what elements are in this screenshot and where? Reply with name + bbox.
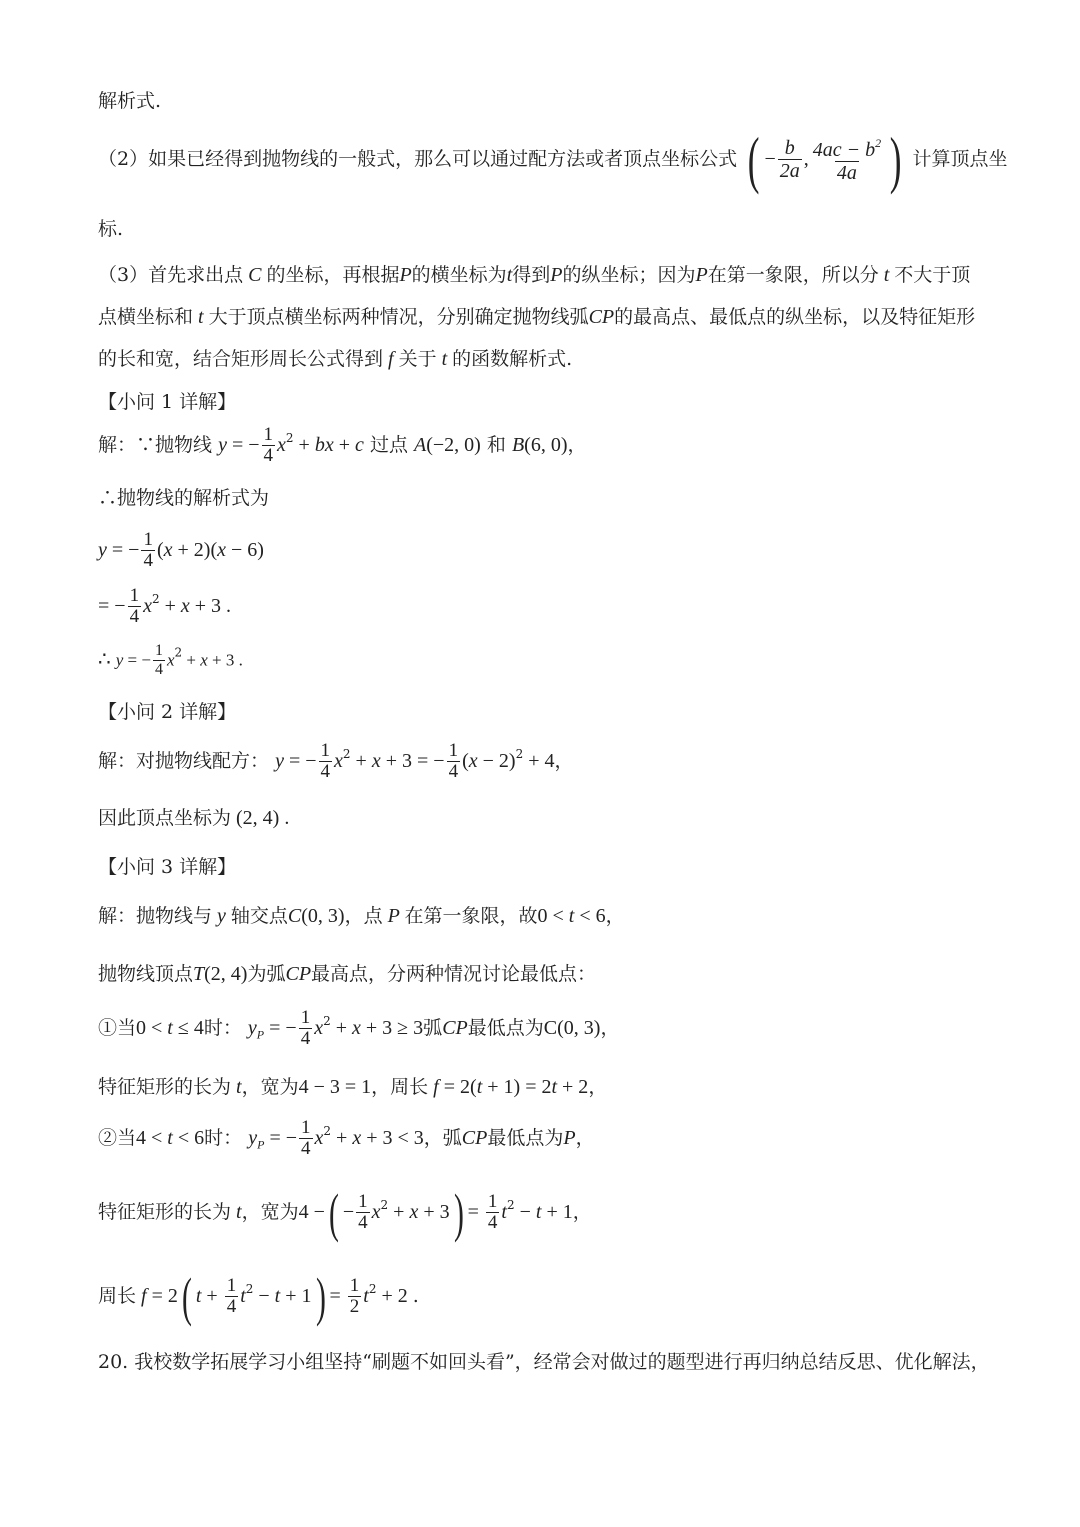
text-line: 点横坐标和 t 大于顶点横坐标两种情况，分别确定抛物线弧CP的最高点、最低点的纵坐标，以及特征矩形 — [98, 306, 976, 328]
text-line: 解析式. — [98, 90, 162, 112]
text-line: ①当0 < t ≤ 4时： $y_P$ = − $\frac{1}{4}$ $x^2 + x + 3 \ge 3$弧CP最低点为C(0, 3)， — [98, 1007, 620, 1049]
text-line: 周长 f = 2( t + $\frac{1}{4}$ $t^2 - t + 1$) = $\frac{1}{2}$ $t^2 + 2$ . — [98, 1267, 419, 1327]
section-heading: 【小问 2 详解】 — [98, 701, 237, 723]
text-line: 标. — [98, 218, 124, 240]
text-line: ∴抛物线的解析式为 — [98, 487, 270, 509]
equation-line: ∴ y = − $\frac{1}{4}$ $x^2 + x + 3$ . — [98, 642, 243, 678]
section-heading: 【小问 3 详解】 — [98, 856, 237, 878]
question-line: 20. 我校数学拓展学习小组坚持“刷题不如回头看”，经常会对做过的题型进行再归纳总结反思、优化解法， — [98, 1351, 990, 1373]
section-heading: 【小问 1 详解】 — [98, 391, 237, 413]
text-line: ②当4 < t < 6时： $y_P$ = − $\frac{1}{4}$ $x^2 + x + 3 < 3$，弧CP最低点为P， — [98, 1117, 595, 1159]
equation-line: y = − $\frac{1}{4}$ (x + 2)(x − 6) — [98, 529, 264, 571]
text-line: 特征矩形的长为 t，宽为4 − 3 = 1，周长 f = 2(t + 1) = 2t + 2， — [98, 1076, 608, 1098]
text-line: 抛物线顶点T(2, 4)为弧CP最高点，分两种情况讨论最低点： — [98, 963, 597, 985]
text-line: （2）如果已经得到抛物线的一般式，那么可以通过配方法或者顶点坐标公式 ( − $\frac{b}{2a}$ , $\frac{4ac - b^2}{4a}$ ) 计算顶点坐 — [98, 124, 1008, 195]
text-line: 解：抛物线与 y 轴交点C(0, 3)，点 P 在第一象限，故0 < t < 6， — [98, 905, 625, 927]
text-line: 因此顶点坐标为 (2, 4) . — [98, 807, 290, 829]
text-line: 特征矩形的长为 t，宽为4 −( − $\frac{1}{4}$ $x^2 + x + 3$) = $\frac{1}{4}$ $t^2 - t + 1$， — [98, 1183, 592, 1243]
text-line: 解：对抛物线配方： y = − $\frac{1}{4}$ $x^2 + x + 3$ = − $\frac{1}{4}$ $(x - 2)^2 + 4$， — [98, 740, 574, 782]
text-line: 解：∵抛物线 y = − $\frac{1}{4}$ $x^2$ + bx + c 过点 A(−2, 0) 和 B(6, 0)， — [98, 424, 587, 466]
text-line: （3）首先求出点 C 的坐标，再根据P的横坐标为t得到P的纵坐标；因为P在第一象限，所以分 t 不大于顶 — [98, 264, 971, 286]
equation-line: = − $\frac{1}{4}$ $x^2 + x + 3$ . — [98, 585, 232, 627]
text-line: 的长和宽，结合矩形周长公式得到 f 关于 t 的函数解析式. — [98, 348, 573, 370]
